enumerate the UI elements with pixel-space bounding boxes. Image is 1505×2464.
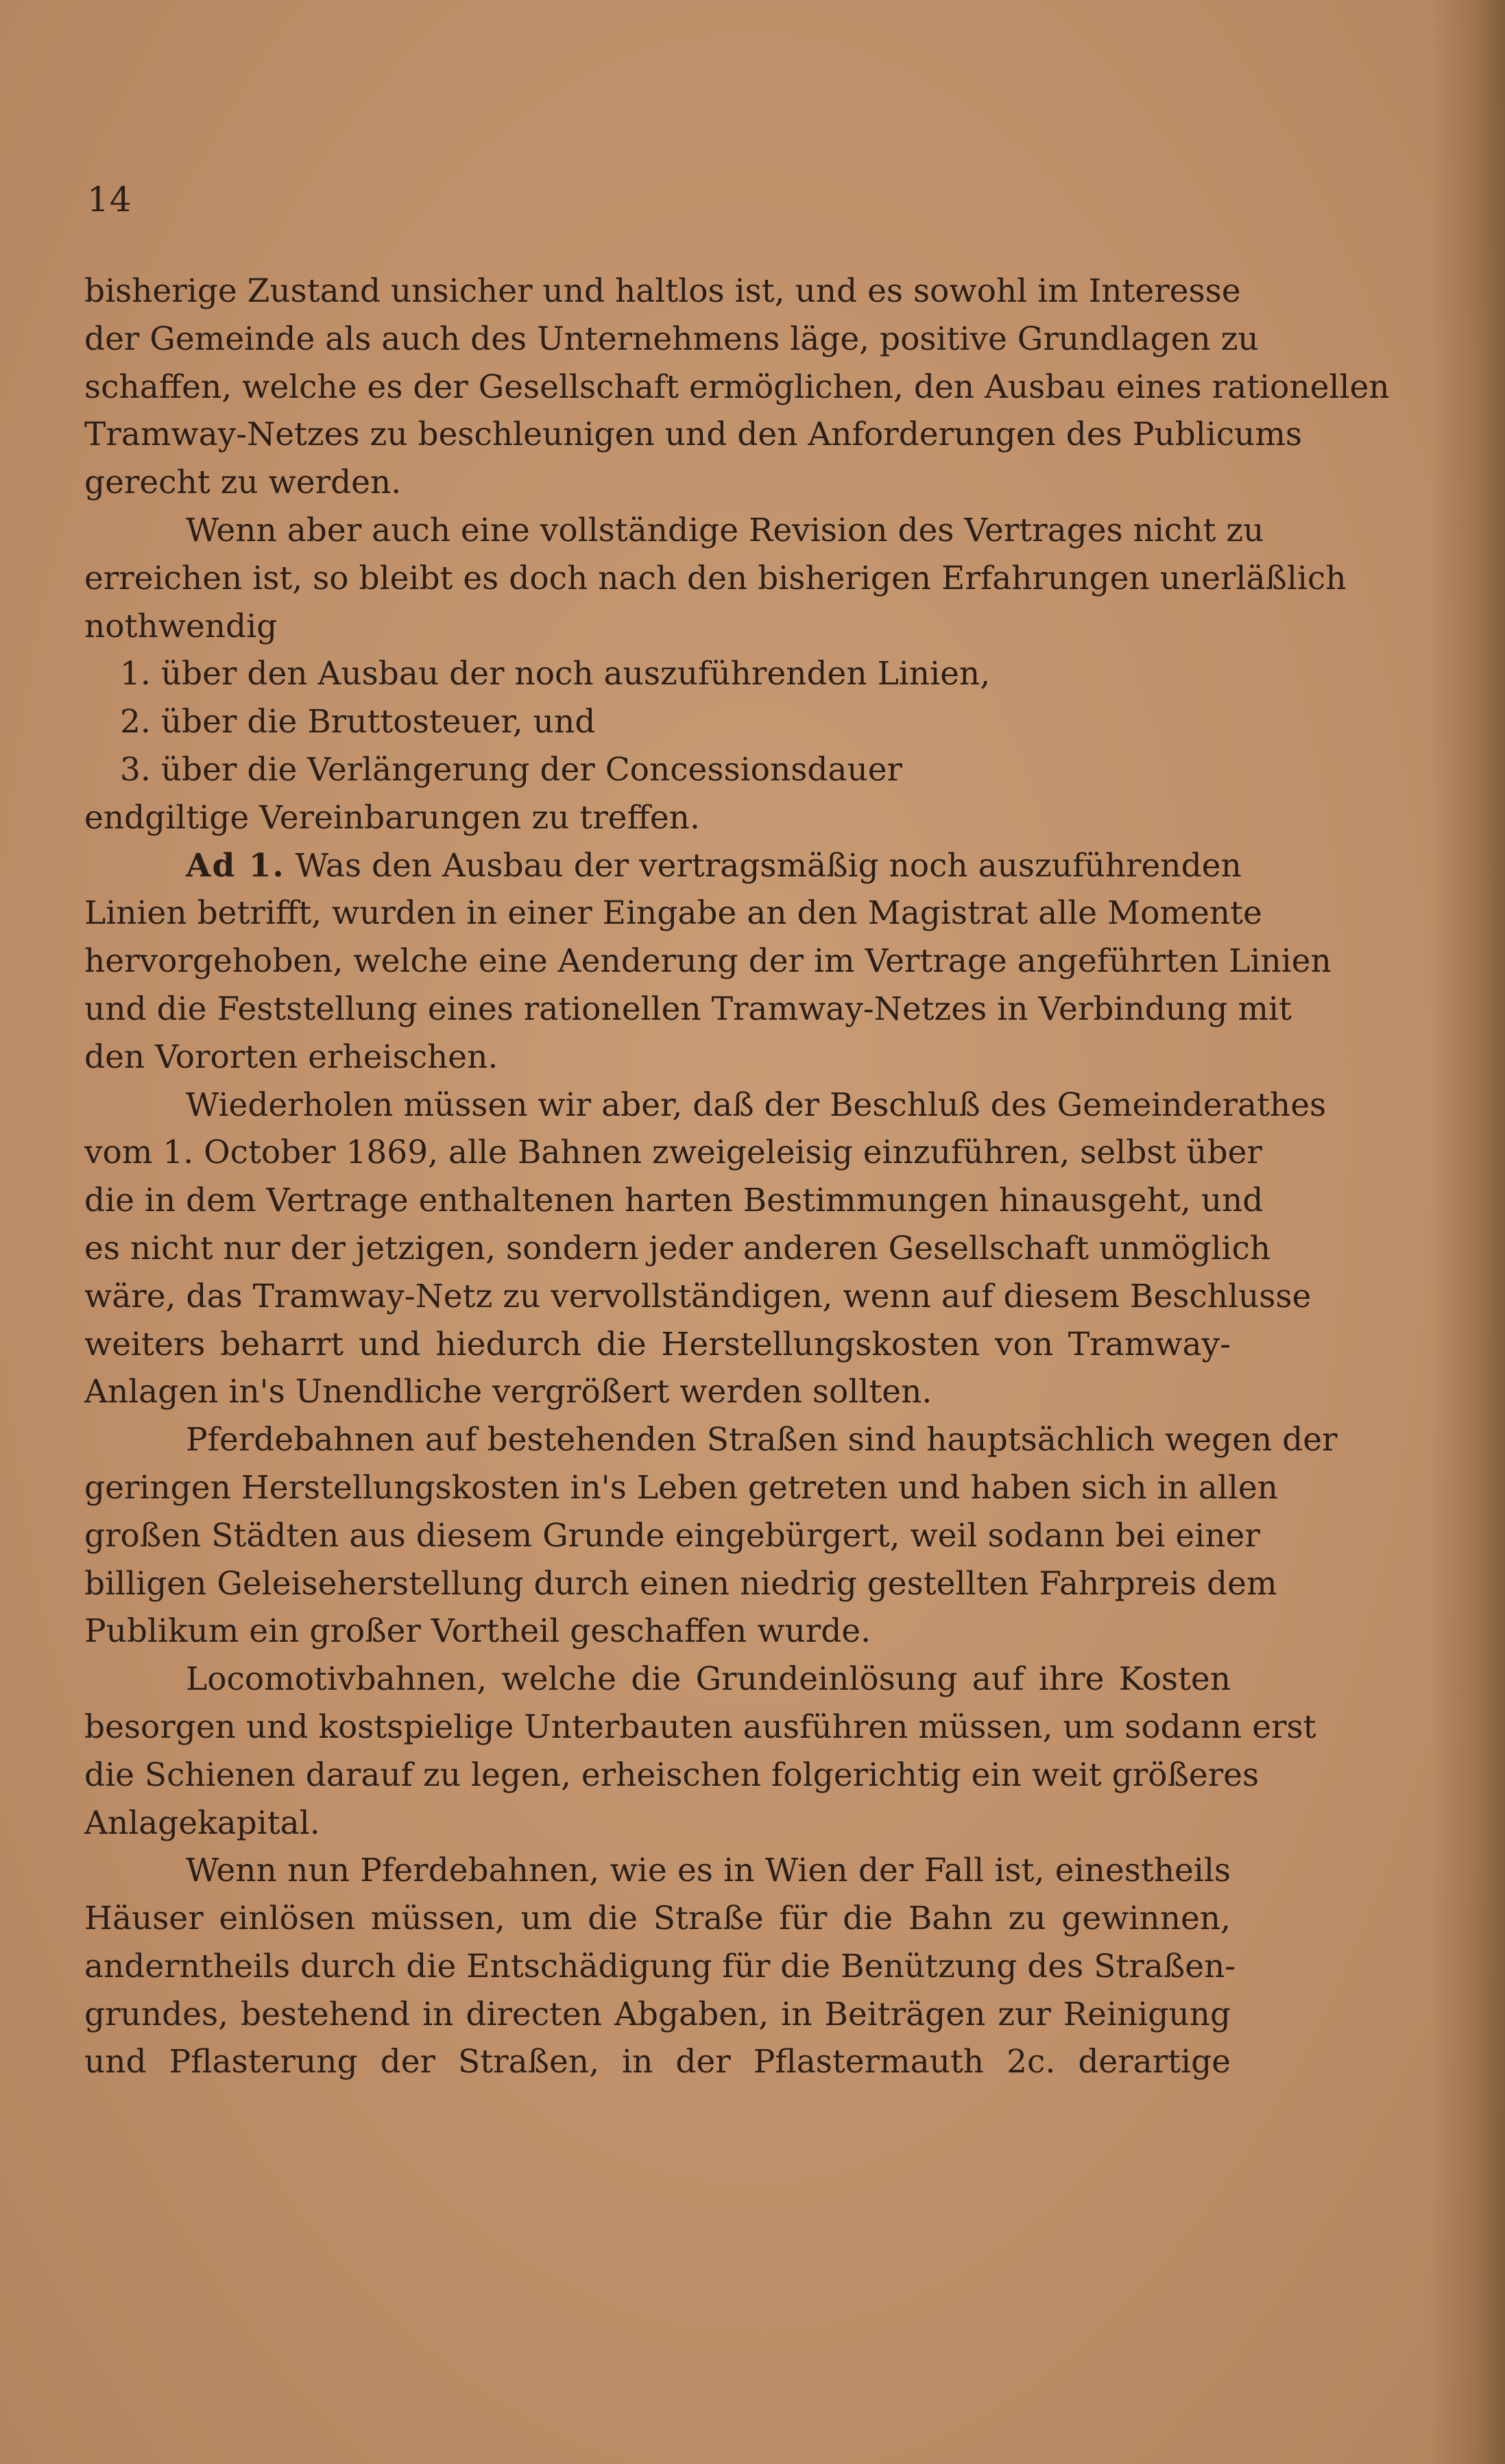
text-line: Anlagekapital. [84,1804,320,1842]
text-line-content: Was den Ausbau der vertragsmäßig noch auszuführenden [285,846,1242,885]
text-line: der Gemeinde als auch des Unternehmens läge, positive Grundlagen zu [84,320,1259,358]
text-line: die Schienen darauf zu legen, erheischen folgerichtig ein weit größeres [84,1756,1260,1794]
text-line: endgiltige Vereinbarungen zu treffen. [84,798,700,837]
page-number: 14 [87,180,132,219]
text-line: grundes, bestehend in directen Abgaben, in Beiträgen zur Reinigung [84,1995,1231,2033]
text-line: Publikum ein großer Vortheil geschaffen wurde. [84,1612,871,1651]
text-line [84,842,1242,890]
page-edge-shadow [1430,0,1505,2464]
text-line: 1. über den Ausbau der noch auszuführenden Linien, [120,655,991,693]
text-line: großen Städten aus diesem Grunde eingebürgert, weil sodann bei einer [84,1516,1260,1555]
text-line: nothwendig [84,607,278,645]
text-line: Pferdebahnen auf bestehenden Straßen sind hauptsächlich wegen der [186,1421,1338,1459]
text-line: 3. über die Verlängerung der Concessionsdauer [120,750,902,789]
text-line: den Vororten erheischen. [84,1038,498,1076]
text-line: gerecht zu werden. [84,464,402,502]
text-line: Wenn aber auch eine vollständige Revision des Vertrages nicht zu [186,511,1264,549]
text-line: anderntheils durch die Entschädigung für die Benützung des Straßen- [84,1947,1236,1985]
text-line: Wenn nun Pferdebahnen, wie es in Wien der Fall ist, einestheils [186,1852,1231,1890]
text-line: Linien betrifft, wurden in einer Eingabe an den Magistrat alle Momente [84,894,1262,933]
text-line: die in dem Vertrage enthaltenen harten Bestimmungen hinausgeht, und [84,1182,1264,1220]
text-line: und Pflasterung der Straßen, in der Pflastermauth 2c. derartige [84,2043,1231,2081]
text-line: vom 1. October 1869, alle Bahnen zweigeleisig einzuführen, selbst über [84,1134,1262,1172]
body-text [84,267,1390,2086]
text-line: Locomotivbahnen, welche die Grundeinlösung auf ihre Kosten [186,1660,1231,1699]
text-line: schaffen, welche es der Gesellschaft ermöglichen, den Ausbau eines rationellen [84,368,1390,406]
text-line: 2. über die Bruttosteuer, und [120,703,596,741]
text-line: weiters beharrt und hiedurch die Herstellungskosten von Tramway- [84,1325,1231,1363]
text-line: billigen Geleiseherstellung durch einen niedrig gestellten Fahrpreis dem [84,1564,1277,1603]
text-line: Tramway-Netzes zu beschleunigen und den Anforderungen des Publicums [84,416,1303,454]
text-line: und die Feststellung eines rationellen Tramway-Netzes in Verbindung mit [84,990,1292,1028]
text-line: es nicht nur der jetzigen, sondern jeder anderen Gesellschaft unmöglich [84,1229,1271,1267]
text-line: bisherige Zustand unsicher und haltlos ist, und es sowohl im Interesse [84,272,1241,310]
text-line: besorgen und kostspielige Unterbauten ausführen müssen, um sodann erst [84,1708,1316,1746]
text-line: Anlagen in's Unendliche vergrößert werden sollten. [84,1373,932,1411]
text-line: Häuser einlösen müssen, um die Straße für die Bahn zu gewinnen, [84,1900,1231,1938]
text-line: Wiederholen müssen wir aber, daß der Beschluß des Gemeinderathes [186,1086,1327,1124]
section-heading-ad: Ad 1. [186,846,285,885]
text-line: hervorgehoben, welche eine Aenderung der im Vertrage angeführten Linien [84,942,1332,981]
text-line: erreichen ist, so bleibt es doch nach den bisherigen Erfahrungen unerläßlich [84,559,1347,597]
text-line: wäre, das Tramway-Netz zu vervollständigen, wenn auf diesem Beschlusse [84,1277,1312,1315]
text-line: geringen Herstellungskosten in's Leben getreten und haben sich in allen [84,1468,1278,1507]
